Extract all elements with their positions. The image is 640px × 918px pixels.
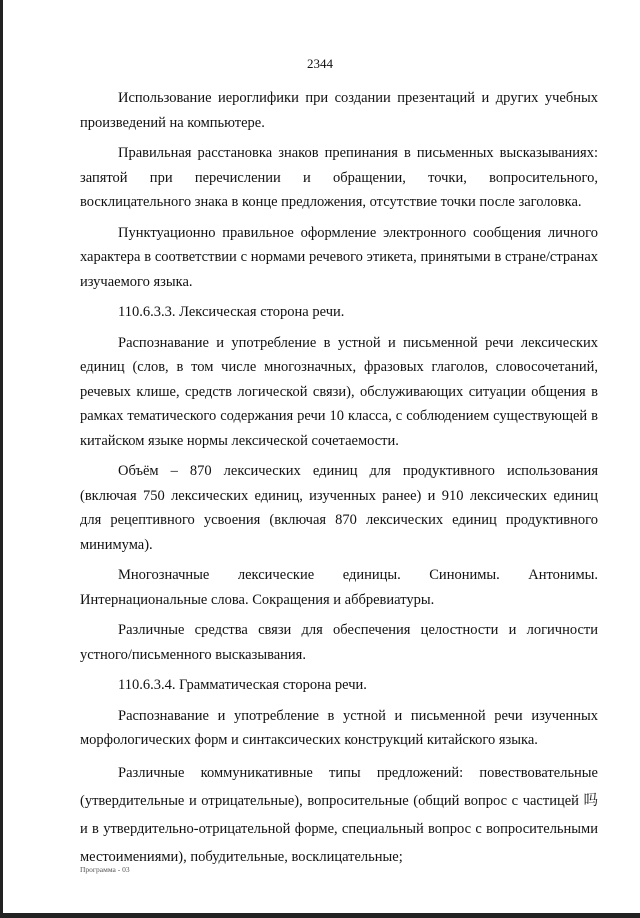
section-heading: 110.6.3.3. Лексическая сторона речи.: [118, 304, 345, 320]
scan-border-left: [0, 0, 3, 918]
document-body: [80, 86, 598, 877]
section-heading: 110.6.3.4. Грамматическая сторона речи.: [118, 677, 367, 693]
paragraph: Объём – 870 лексических единиц для продуктивного использования (включая 750 лексических единиц, изученных ранее) и 910 лексических единиц для рецептивного усвоения (включая 870 лексических единиц продуктивного минимума).: [80, 463, 598, 553]
paragraph: Пунктуационно правильное оформление электронного сообщения личного характера в соответствии с нормами речевого этикета, принятыми в стране/странах изучаемого языка.: [80, 224, 598, 290]
paragraph: Распознавание и употребление в устной и письменной речи изученных морфологических форм и синтаксических конструкций китайского языка.: [80, 707, 598, 748]
paragraph: Различные средства связи для обеспечения целостности и логичности устного/письменного высказывания.: [80, 622, 598, 663]
page-number: 2344: [307, 56, 333, 71]
footer-label: Программа - 03: [80, 865, 130, 874]
paragraph: Правильная расстановка знаков препинания в письменных высказываниях: запятой при перечислении и обращении, точки, вопросительного, восклицательного знака в конце предложения, отсутствие точки после заголовка.: [80, 145, 598, 210]
paragraph: Многозначные лексические единицы. Синонимы. Антонимы. Интернациональные слова. Сокращения и аббревиатуры.: [80, 567, 598, 608]
paragraph: Различные коммуникативные типы предложений: повествовательные (утвердительные и отрицательные), вопросительные (общий вопрос с частицей 吗 и в утвердительно-отрицательной форме, специальный вопрос с вопросительными местоимениями), побудительные, восклицательные;: [80, 764, 598, 865]
scan-border-bottom: [0, 913, 640, 918]
paragraph: Распознавание и употребление в устной и письменной речи лексических единиц (слов, в том числе многозначных, фразовых глаголов, словосочетаний, речевых клише, средств логической связи), обслуживающих ситуации общения в рамках тематического содержания речи 10 класса, с соблюдением существующей в китайском языке нормы лексической сочетаемости.: [80, 334, 598, 449]
paragraph: Использование иероглифики при создании презентаций и других учебных произведений на компьютере.: [80, 90, 598, 131]
